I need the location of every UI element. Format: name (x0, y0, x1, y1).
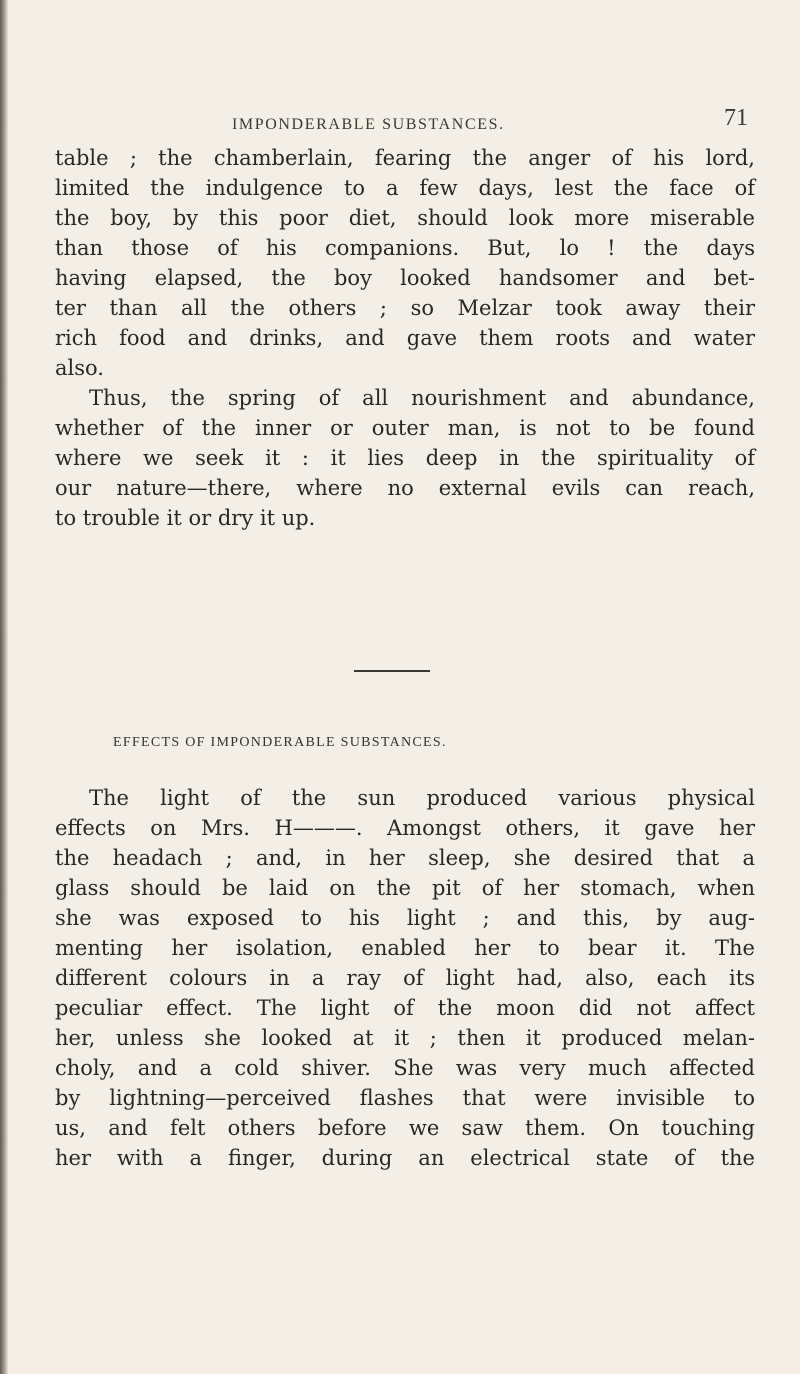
text-line: she was exposed to his light ; and this, by aug- (55, 906, 755, 930)
text-line: also. (55, 356, 104, 380)
text-line: different colours in a ray of light had, also, each its (55, 966, 755, 990)
text-line: the headach ; and, in her sleep, she desired that a (55, 846, 755, 870)
text-line: glass should be laid on the pit of her stomach, when (55, 876, 755, 900)
text-line: limited the indulgence to a few days, lest the face of (55, 176, 755, 200)
text-line: The light of the sun produced various physical (89, 786, 755, 810)
text-line: menting her isolation, enabled her to bear it. The (55, 936, 755, 960)
text-line: rich food and drinks, and gave them roots and water (55, 326, 755, 350)
page-number: 71 (724, 105, 748, 131)
text-line: ter than all the others ; so Melzar took away their (55, 296, 755, 320)
section-heading: EFFECTS OF IMPONDERABLE SUBSTANCES. (113, 735, 447, 750)
text-line: to trouble it or dry it up. (55, 506, 316, 530)
text-line: having elapsed, the boy looked handsomer and bet- (55, 266, 755, 290)
text-line: peculiar effect. The light of the moon did not affect (55, 996, 755, 1020)
text-line: her with a finger, during an electrical state of the (55, 1146, 755, 1170)
text-line: where we seek it : it lies deep in the spirituality of (55, 446, 755, 470)
section-divider (354, 670, 430, 672)
text-line: than those of his companions. But, lo ! the days (55, 236, 755, 260)
text-line: the boy, by this poor diet, should look more miserable (55, 206, 755, 230)
text-line: effects on Mrs. H———. Amongst others, it gave her (55, 816, 755, 840)
text-line: her, unless she looked at it ; then it produced melan- (55, 1026, 755, 1050)
text-line: by lightning—perceived flashes that were invisible to (55, 1086, 755, 1110)
text-line: whether of the inner or outer man, is not to be found (55, 416, 755, 440)
text-line: table ; the chamberlain, fearing the anger of his lord, (55, 146, 755, 170)
text-line: choly, and a cold shiver. She was very much affected (55, 1056, 755, 1080)
running-head: IMPONDERABLE SUBSTANCES. (232, 116, 505, 133)
text-line: us, and felt others before we saw them. On touching (55, 1116, 755, 1140)
text-line: our nature—there, where no external evils can reach, (55, 476, 755, 500)
text-line: Thus, the spring of all nourishment and abundance, (89, 386, 755, 410)
